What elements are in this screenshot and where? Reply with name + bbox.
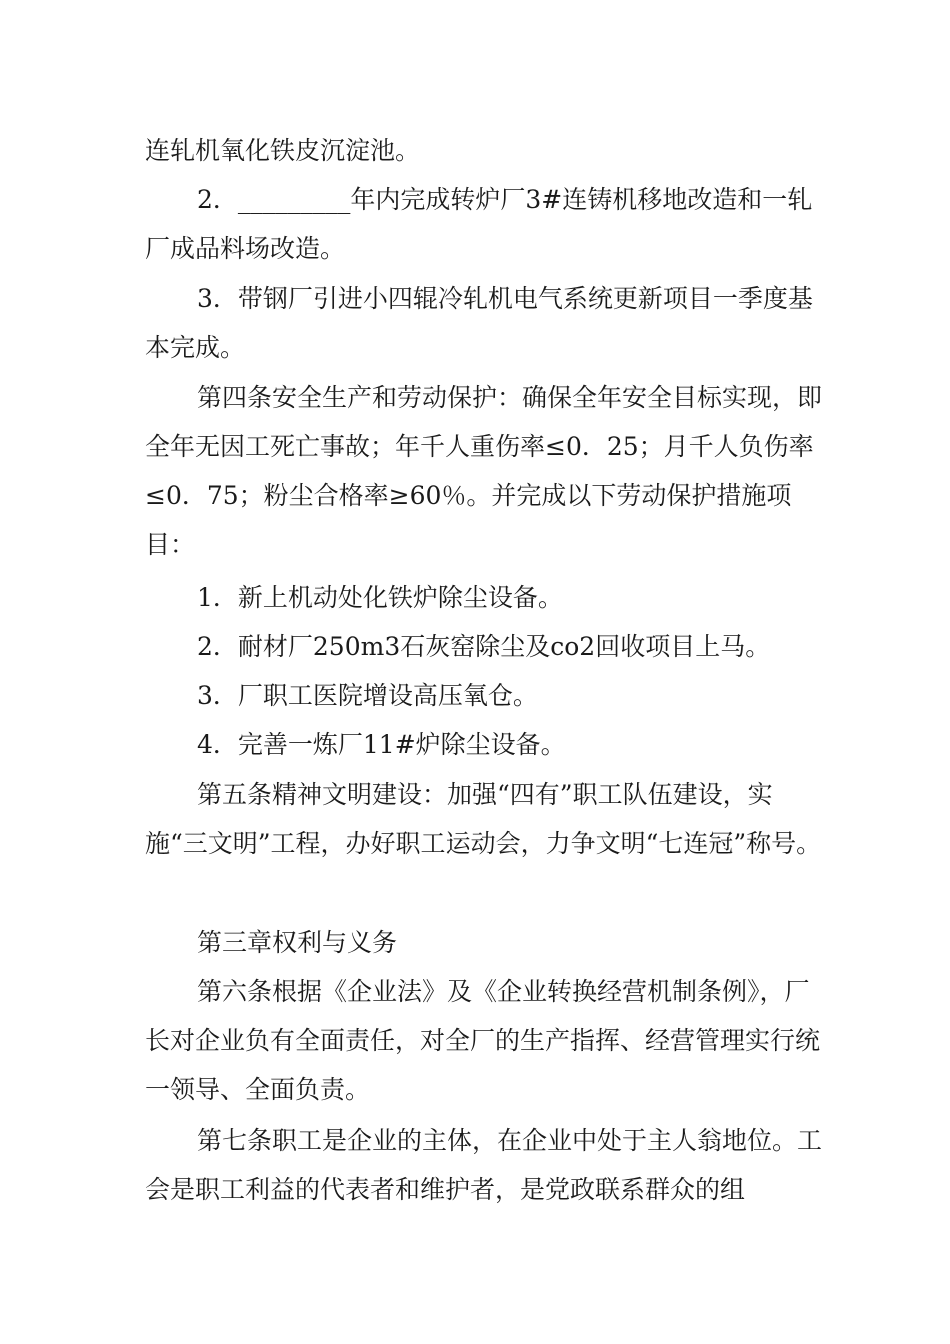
paragraph-article-6: 第六条根据《企业法》及《企业转换经营机制条例》，厂长对企业负有全面责任，对全厂的生产指挥、经营管理实行统一领导、全面负责。 — [145, 977, 821, 1104]
paragraph-measure-4: 4．完善一炼厂11#炉除尘设备。 — [197, 730, 566, 759]
paragraph-item-2: 2．_________年内完成转炉厂3#连铸机移地改造和一轧厂成品料场改造。 — [145, 185, 813, 263]
paragraph-measure-2: 2．耐材厂250m3石灰窑除尘及co2回收项目上马。 — [197, 632, 771, 661]
paragraph-article-4: 第四条安全生产和劳动保护：确保全年安全目标实现，即全年无因工死亡事故；年千人重伤率≤0．25；月千人负伤率≤0．75；粉尘合格率≥60％。并完成以下劳动保护措施项目： — [145, 383, 823, 559]
paragraph-measure-3: 3．厂职工医院增设高压氧仓。 — [197, 681, 538, 710]
chapter-heading: 第三章权利与义务 — [197, 928, 398, 957]
paragraph-continuation: 连轧机氧化铁皮沉淀池。 — [145, 136, 421, 165]
paragraph-article-5: 第五条精神文明建设：加强“四有”职工队伍建设，实施“三文明”工程，办好职工运动会，力争文明“七连冠”称号。 — [145, 780, 822, 858]
paragraph-measure-1: 1．新上机动处化铁炉除尘设备。 — [197, 583, 563, 612]
paragraph-article-7: 第七条职工是企业的主体，在企业中处于主人翁地位。工会是职工利益的代表者和维护者，是党政联系群众的组 — [145, 1126, 823, 1204]
paragraph-item-3: 3．带钢厂引进小四辊冷轧机电气系统更新项目一季度基本完成。 — [145, 284, 813, 362]
